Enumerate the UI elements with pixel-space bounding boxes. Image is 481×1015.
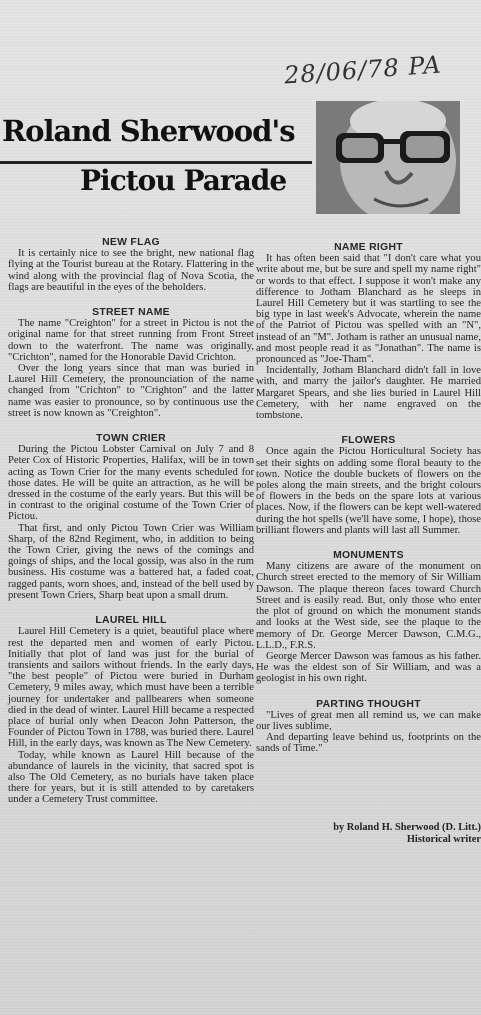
article-section [256, 242, 481, 421]
column-title-line2: Pictou Parade [80, 164, 287, 197]
section-heading: FLOWERS [341, 435, 396, 447]
author-photo [316, 101, 460, 214]
section-heading: NEW FLAG [102, 237, 160, 248]
section-paragraph: During the Pictou Lobster Carnival on July 7 and 8 Peter Cox of Historic Properties, Halifax, will be in town acting as Town Crier for the many events scheduled for those dates. He will be quite an attraction, as he will be dressed in the costume of the early years. But this will be in contrast to the original costume of the Town Crier of Pictou. [8, 444, 254, 523]
section-heading: TOWN CRIER [96, 433, 166, 445]
article-section [8, 433, 254, 601]
article-section [256, 435, 481, 536]
left-column [8, 237, 254, 820]
section-heading: PARTING THOUGHT [316, 698, 421, 710]
section-heading: NAME RIGHT [334, 242, 403, 253]
article-section [8, 307, 254, 419]
article-section [8, 237, 254, 293]
section-paragraph: Over the long years since that man was buried in Laurel Hill Cemetery, the pronounciation of the name changed from "Crichton" to "Crighton" and the latter name was easier to pronounce, so by continuous use the street is now known as "Creighton". [8, 363, 254, 419]
section-paragraph: It is certainly nice to see the bright, new national flag flying at the Tourist bureau at the Rotary. Flattering in the wind along with the provincial flag of Nova Scotia, the flags are beautiful in the eyes of the beholders. [8, 248, 254, 293]
section-heading: STREET NAME [92, 307, 170, 319]
section-paragraph: That first, and only Pictou Town Crier was William Sharp, of the 82nd Regiment, who, in addition to being the Town Crier, giving the news of the comings and goings of ships, and the local gossip, was also in the rum business. His costume was a battered hat, a faded coat, ragged pants, worn shoes, and, instead of the bell used by present Town Criers, Sharp beat upon a small drum. [8, 522, 254, 601]
section-heading: LAUREL HILL [95, 615, 167, 627]
section-paragraph: The name "Creighton" for a street in Pictou is not the original name for that street running from Front Street down to the waterfront. The name was originally, "Crichton", named for the Honorable David Crichton. [8, 318, 254, 363]
section-paragraph: Once again the Pictou Horticultural Society has set their sights on adding some floral beauty to the town. Notice the double buckets of flowers on the poles along the main streets, and the bright colours of flowers in the beds on the spare lots at various places. Now, if the flowers can be kept well-watered during the hot spells (we'll have some, I hope), those brilliant flowers and plants will last all Summer. [256, 446, 481, 536]
section-paragraph: It has often been said that "I don't care what you write about me, but be sure and spell my name right" or words to that effect. I suppose it won't make any difference to Jotham Blanchard as he sleeps in Laurel Hill Cemetery but it was startling to see the big type in last week's Advocate, wherein the name of the Patriot of Pictou was spelled with an "N", instead of an "M". Jotham is rather an unusual name, and most people read it as "Jonathan". The name is pronounced as "Joe-Tham". [256, 253, 481, 366]
handwritten-date-stamp: 28/06/78 PA [283, 50, 443, 90]
byline-author: by Roland H. Sherwood (D. Litt.) [333, 822, 481, 833]
section-paragraph: Incidentally, Jotham Blanchard didn't fall in love with, and marry the jailor's daughter. He married Margaret Spears, and she lies buried in Laurel Hill Cemetery, with her name engraved on the tombstone. [256, 365, 481, 422]
byline-title: Historical writer [406, 834, 481, 845]
section-paragraph: George Mercer Dawson was famous as his father. He was the eldest son of Sir William, and was a geologist in his own right. [256, 650, 481, 685]
section-paragraph: Many citizens are aware of the monument on Church street erected to the memory of Sir William Dawson. The plaque thereon faces toward Church Street and is easily read. But, only those who enter the plot of ground on which the monument stands and looks at the West side, see the plaque to the memory of Dr. George Mercer Dawson, C.M.G., L.L.D., F.R.S. [256, 561, 481, 651]
section-paragraph: And departing leave behind us, footprints on the sands of Time." [256, 732, 481, 755]
section-heading: MONUMENTS [333, 550, 404, 562]
right-column [256, 242, 481, 842]
article-section [256, 699, 481, 755]
author-portrait-image [316, 101, 460, 214]
article-section [256, 550, 481, 684]
byline [318, 822, 481, 846]
column-title-line1: Roland Sherwood's [2, 114, 295, 148]
article-section [8, 615, 254, 805]
section-paragraph: Today, while known as Laurel Hill because of the abundance of laurels in the vicinity, that sacred spot is also The Old Cemetery, as no burials have taken place there for years, but it is still attended to by caretakers under a Cemetery Trust committee. [8, 749, 254, 806]
section-paragraph: Laurel Hill Cemetery is a quiet, beautiful place where rest the departed men and women of early Pictou. Initially that plot of land was just for the burial of transients and sailors without friends. In the early days, "the best people" of Pictou were buried in Durham Cemetery, 9 miles away, which must have been a terrible journey for undertaker and pallbearers when someone died in the dead of winter. Laurel Hill became a respected place of burial only when Deacon John Patterson, the Founder of Pictou Town in 1788, was buried there. Laurel Hill, in the early days, was known as The New Cemetery. [8, 626, 254, 750]
section-paragraph: "Lives of great men all remind us, we can make our lives sublime, [256, 709, 481, 732]
